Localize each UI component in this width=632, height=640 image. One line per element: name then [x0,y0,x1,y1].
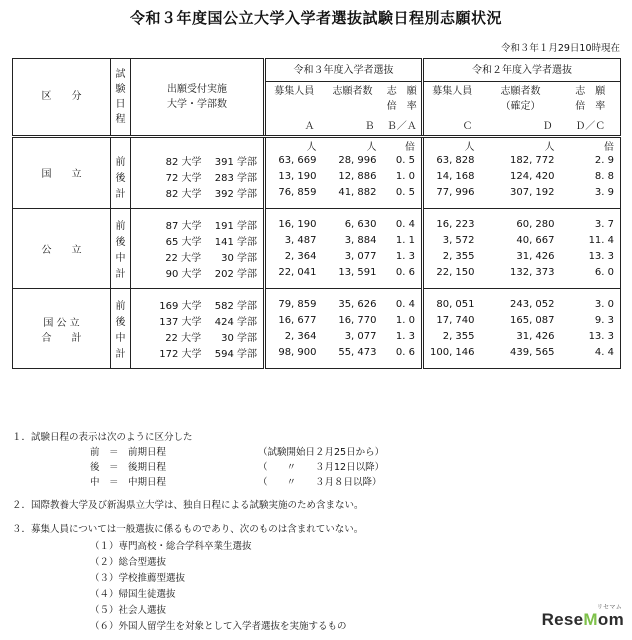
note-1-zenki: 前 ＝ 前期日程 [90,447,167,458]
unit-c: 人 [423,136,481,153]
unit-d: 人 [544,141,555,153]
note-1-kouki-date: （ 〃 ３月12日以降） [258,462,385,473]
note-2: ２．国際教養大学及び新潟県立大学は、独自日程による試験実施のため含まない。 [12,500,364,511]
note-3-item: （５）社会人選抜 [90,605,167,616]
header-boshu-r2: 募集人員 [423,82,481,115]
header-boshu-r3: 募集人員 [265,82,323,115]
header-schedule: 試 験 日 程 [111,59,131,137]
table-row: 中 22 大学 30 学部 2, 364 3, 077 1. 3 2, 355 31, 426 13. 3 [13,329,621,345]
note-1-zenki-date: （試験開始日２月25日から） [258,447,385,458]
table-row: 計 82 大学 392 学部 76, 859 41, 882 0. 5 77, 996 307, 192 3. 9 [13,185,621,201]
table-row: 中 22 大学 30 学部 2, 364 3, 077 1. 3 2, 355 31, 426 13. 3 [13,249,621,265]
note-3-item: （３）学校推薦型選抜 [90,573,186,584]
code-c: Ｃ [423,114,481,136]
note-3: ３．募集人員については一般選抜に係るものであり、次のものは含まれていない。 [12,524,364,535]
table-row: 前 169 大学 582 学部 79, 859 35, 626 0. 4 80, 051 243, 052 3. 0 [13,297,621,313]
unit-ba: 倍 [405,141,416,153]
note-3-item: （２）総合型選抜 [90,557,167,568]
resemom-logo: リセマム ReseMom [541,605,624,629]
application-status-table [12,58,621,369]
code-b: Ｂ [323,114,383,136]
code-a: Ａ [265,114,323,136]
table-row: 計 90 大学 202 学部 22, 041 13, 591 0. 6 22, 150 132, 373 6. 0 [13,265,621,281]
note-3-item: （４）帰国生徒選抜 [90,589,176,600]
table-row: 前 82 大学 391 学部 63, 669 28, 996 0. 5 63, 828 182, 772 2. 9 [13,153,621,169]
header-group-r2: 令和２年度入学者選抜 [423,59,621,82]
group-public: 公 立 [13,209,111,289]
as-of-date: 令和３年１月29日10時現在 [500,43,620,54]
group-national: 国 立 [13,136,111,209]
note-1-kouki: 後 ＝ 後期日程 [90,462,167,473]
group-total: 国 公 立 合 計 [13,289,111,369]
table-row: 前 87 大学 191 学部 16, 190 6, 630 0. 4 16, 223 60, 280 3. 7 [13,217,621,233]
header-shigan-r3: 志願者数 [332,86,373,97]
table-row: 後 72 大学 283 学部 13, 190 12, 886 1. 0 14, 168 124, 420 8. 8 [13,169,621,185]
table-row: 後 65 大学 141 学部 3, 487 3, 884 1. 1 3, 572 40, 667 11. 4 [13,233,621,249]
note-3-item: （１）専門高校・総合学科卒業生選抜 [90,541,252,552]
table-row: 後 137 大学 424 学部 16, 677 16, 770 1. 0 17, 740 165, 087 9. 3 [13,313,621,329]
unit-dc: 倍 [561,136,621,153]
unit-a: 人 [265,136,323,153]
header-bairitsu-r3: 志 願 倍 率 [386,86,417,112]
header-kubun: 区 分 [13,59,111,137]
page-title: 令和３年度国公立大学入学者選抜試験日程別志願状況 [129,9,502,27]
note-1: １．試験日程の表示は次のように区分した [12,432,193,443]
header-shigan-r2: 志願者数 （確定） [500,86,541,112]
header-group-r3: 令和３年度入学者選抜 [265,59,423,82]
table-row: 計 172 大学 594 学部 98, 900 55, 473 0. 6 100, 146 439, 565 4. 4 [13,345,621,361]
code-d: Ｄ [481,114,561,136]
code-ba: Ｂ／Ａ [383,114,423,136]
note-1-chuki-date: （ 〃 ３月８日以降） [258,477,382,488]
note-1-chuki: 中 ＝ 中期日程 [90,477,167,488]
unit-b: 人 [366,141,377,153]
code-dc: Ｄ／Ｃ [561,114,621,136]
note-3-item: （６）外国人留学生を対象として入学者選抜を実施するもの [90,621,347,632]
header-universities: 出願受付実施 大学・学部数 [131,59,265,137]
header-bairitsu-r2: 志 願 倍 率 [561,82,621,115]
